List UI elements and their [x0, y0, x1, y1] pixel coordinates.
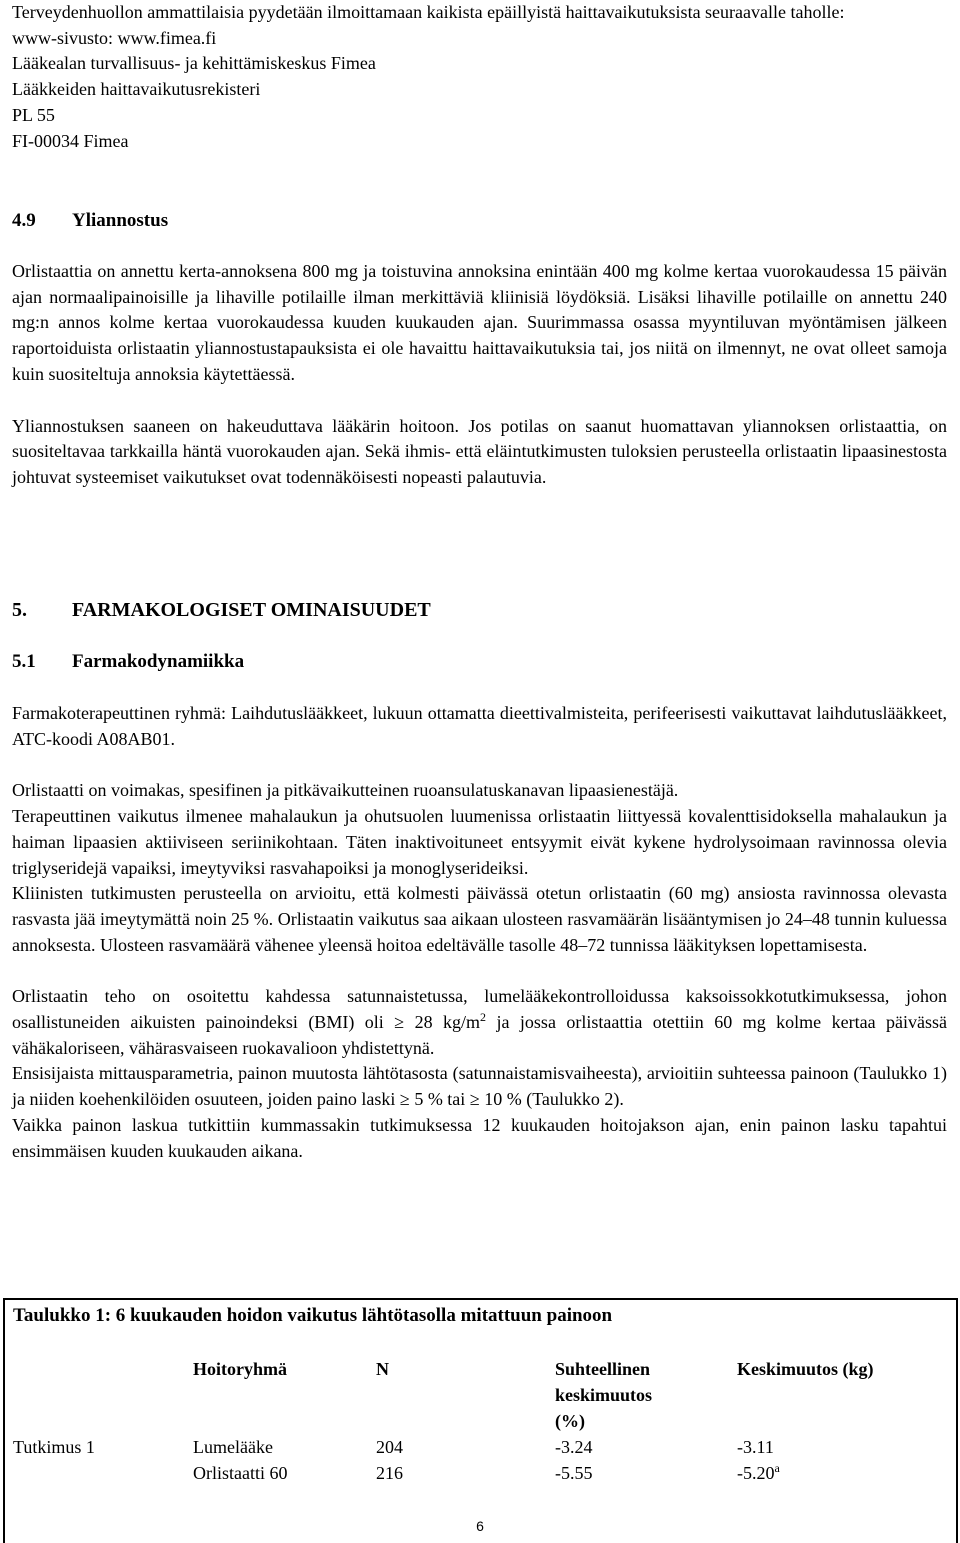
table-row-orlistat-group: Orlistaatti 60 — [193, 1463, 288, 1483]
section-title: Farmakodynamiikka — [72, 651, 245, 672]
table-title: Taulukko 1: 6 kuukauden hoidon vaikutus lähtötasolla mitattuun painoon — [13, 1305, 613, 1326]
paragraph: Vaikka painon laskua tutkittiin kummassakin tutkimuksessa 12 kuukauden hoitojakson ajan, enin painon lasku tapahtui ensimmäisen kuuden kuukauden aikana. — [12, 1114, 947, 1161]
paragraph — [12, 984, 947, 1061]
section-5-heading — [12, 597, 431, 623]
table-row-placebo-group: Lumelääke — [193, 1437, 273, 1457]
header-relative — [555, 1356, 652, 1434]
table-row-orlistat-rel: -5.55 — [555, 1463, 593, 1483]
header-n: N — [376, 1359, 389, 1379]
text-run: ja jossa orlistaattia otettiin 60 mg kolme kertaa päivässä vähäkaloriseen, vähärasvaiseen ruokavalioon yhdistettynä. — [12, 1012, 947, 1058]
section-title: Yliannostus — [72, 210, 169, 231]
text-run: 10 % (Taulukko 2). — [484, 1089, 624, 1110]
page-number: 6 — [476, 1518, 484, 1534]
header-line: (%) — [555, 1411, 585, 1431]
table-1 — [3, 1298, 958, 1543]
header-group: Hoitoryhmä — [193, 1359, 287, 1379]
reporting-postal: FI-00034 Fimea — [12, 130, 129, 151]
text-run: Orlistaatin teho on osoitettu kahdessa satunnaistetussa, lumelääkekontrolloidussa kaksoissokkotutkimuksessa, johon osallistuneiden aikuisten painoindeksi (BMI) oli — [12, 986, 947, 1033]
paragraph: Yliannostuksen saaneen on hakeuduttava lääkärin hoitoon. Jos potilas on saanut huomattavan yliannoksen orlistaattia, on suositeltavaa tarkkailla häntä vuorokauden ajan. Sekä ihmis- että eläintutkimusten tuloksien perusteella orlistaatin lipaasinestosta johtuvat systeemiset vaikutukset ovat todennäköisesti nopeasti palautuvia. — [12, 415, 947, 487]
section-number: 5. — [12, 599, 27, 621]
pharmacodynamics-text — [12, 701, 947, 1164]
paragraph: Farmakoterapeuttinen ryhmä: Laihdutuslääkkeet, lukuun ottamatta dieettivalmisteita, perifeerisesti vaikuttavat laihdutuslääkkeet, ATC-koodi A08AB01. — [12, 703, 947, 749]
text-run: Ensisijaista mittausparametria, painon muutosta lähtötasosta (satunnaistamisvaiheesta), arvioitiin suhteessa painoon (Taulukko 1) ja niiden koehenkilöiden osuuteen, joiden paino laski — [12, 1063, 947, 1110]
table-row-placebo-n: 204 — [376, 1437, 403, 1457]
header-line: Suhteellinen — [555, 1359, 651, 1379]
reporting-pobox: PL 55 — [12, 104, 55, 125]
reporting-website: www-sivusto: www.fimea.fi — [12, 27, 217, 48]
section-title: FARMAKOLOGISET OMINAISUUDET — [72, 599, 431, 621]
footnote-marker: a — [774, 1461, 780, 1475]
paragraph: Orlistaattia on annettu kerta-annoksena 800 mg ja toistuvina annoksina enintään 400 mg kolme kertaa vuorokaudessa 15 päivän ajan normaalipainoisille ja lihaville potilaille ilman merkittäviä kliinisiä löydöksiä. Lisäksi lihaville potilaille on annettu 240 mg:n annos kolme kertaa vuorokaudessa kuuden kuukauden ajan. Suurimmassa osassa myyntiluvan myöntämisen jälkeen raportoiduista orlistaatin yliannostustapauksista ei ole havaittu haittavaikutuksia tai, jos niitä on ilmennyt, ne ovat olleet samoja kuin suositeltuja annoksia käytettäessä. — [12, 261, 947, 384]
section-number: 5.1 — [12, 651, 36, 672]
gte-symbol: ≥ — [394, 1012, 405, 1033]
overdose-text — [12, 259, 947, 491]
gte-symbol: ≥ — [399, 1089, 410, 1110]
table-row-orlistat-mean — [737, 1460, 780, 1486]
header-mean: Keskimuutos (kg) — [737, 1359, 874, 1379]
text-run: 28 kg/m — [414, 1012, 481, 1033]
reporting-intro: Terveydenhuollon ammattilaisia pyydetään ilmoittamaan kaikista epäillyistä haittavaikutuksista seuraavalle taholle: — [12, 2, 845, 22]
section-number: 4.9 — [12, 210, 36, 231]
gte-symbol: ≥ — [469, 1089, 480, 1110]
reporting-register: Lääkkeiden haittavaikutusrekisteri — [12, 79, 261, 100]
paragraph: Kliinisten tutkimusten perusteella on arvioitu, että kolmesti päivässä otetun orlistaatin (60 mg) ansiosta ravinnossa olevasta rasvasta jää imeytymättä noin 25 %. Orlistaatin vaikutus saa aikaan ulosteen rasvamäärän lisääntymisen jo 24–48 tunnin kuluessa annoksesta. Ulosteen rasvamäärä vähenee yleensä hoitoa edeltävälle tasolle 48–72 tunnissa lääkityksen lopettamisesta. — [12, 883, 947, 955]
paragraph — [12, 1061, 947, 1112]
header-line: keskimuutos — [555, 1385, 653, 1405]
paragraph: Orlistaatti on voimakas, spesifinen ja pitkävaikutteinen ruoansulatuskanavan lipaasienestäjä. — [12, 780, 679, 801]
table-row-placebo-mean: -3.11 — [737, 1437, 774, 1457]
reporting-org: Lääkealan turvallisuus- ja kehittämiskeskus Fimea — [12, 53, 376, 74]
superscript: 2 — [480, 1010, 487, 1025]
table-row-orlistat-n: 216 — [376, 1463, 403, 1483]
reporting-info — [12, 0, 947, 154]
section-4-9-heading — [12, 208, 168, 234]
study-label: Tutkimus 1 — [13, 1437, 95, 1457]
value: -5.20 — [737, 1463, 775, 1483]
paragraph: Terapeuttinen vaikutus ilmenee mahalaukun ja ohutsuolen luumenissa orlistaatin liittyessä kovalenttisidoksella mahalaukun ja haiman lipaasien aktiiviseen seriinikohtaan. Täten inaktivoituneet entsyymit eivät kykene hydrolysoimaan ravinnossa olevia triglyseridejä vapaiksi, imeytyviksi rasvahapoiksi ja monoglyserideiksi. — [12, 806, 947, 878]
section-5-1-heading — [12, 649, 244, 675]
text-run: 5 % tai — [414, 1089, 466, 1110]
table-row-placebo-rel: -3.24 — [555, 1437, 593, 1457]
